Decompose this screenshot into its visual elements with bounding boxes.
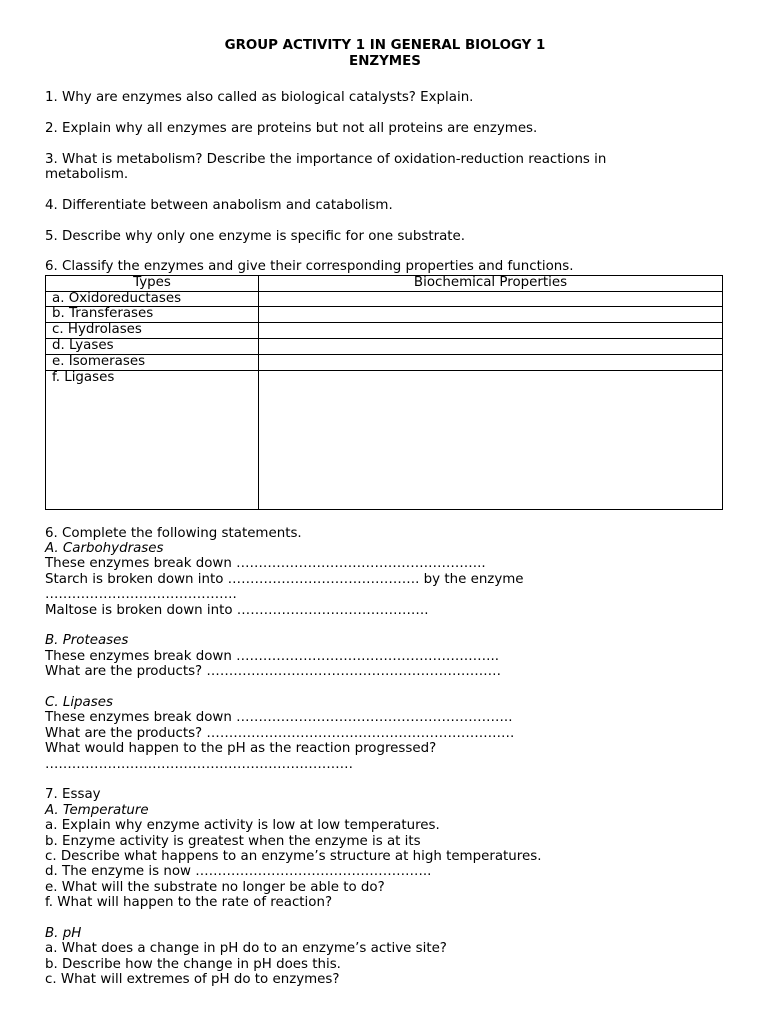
carbohydrases-line-2: Starch is broken down into ……………………………………. by the enzyme [45,571,524,587]
properties-cell[interactable] [259,370,723,509]
table-row [46,307,723,323]
carbohydrases-title: A. Carbohydrases [45,540,164,556]
enzyme-classification-table [45,275,723,510]
question-6: 6. Classify the enzymes and give their corresponding properties and functions. [45,259,574,275]
temperature-title: A. Temperature [45,802,149,818]
properties-cell[interactable] [259,307,723,323]
header-types: Types [46,275,259,291]
temperature-item-e: e. What will the substrate no longer be able to do? [45,879,385,895]
complete-heading: 6. Complete the following statements. [45,525,302,541]
carbohydrases-line-4: Maltose is broken down into ……………………………………. [45,602,429,618]
carbohydrases-line-3: ……………………………………. [45,587,237,603]
type-cell: e. Isomerases [46,354,259,370]
temperature-item-c: c. Describe what happens to an enzyme’s structure at high temperatures. [45,849,542,865]
lipases-line-2: What are the products? …………………………………………………………… [45,725,515,741]
carbohydrases-line-1: These enzymes break down ……………………………………………….. [45,556,486,572]
proteases-line-2: What are the products? ………………………………………………………… [45,664,502,680]
question-3-line-1: 3. What is metabolism? Describe the importance of oxidation-reduction reactions in [45,151,607,167]
question-5: 5. Describe why only one enzyme is specific for one substrate. [45,228,466,244]
question-4: 4. Differentiate between anabolism and catabolism. [45,197,393,213]
lipases-line-3: What would happen to the pH as the reaction progressed? [45,741,437,757]
table-row [46,323,723,339]
lipases-line-4: …………………………………………………………… [45,756,353,772]
temperature-item-d: d. The enzyme is now …………………………………………….. [45,864,432,880]
table-row [46,354,723,370]
temperature-item-a: a. Explain why enzyme activity is low at low temperatures. [45,818,440,834]
temperature-item-f: f. What will happen to the rate of reaction? [45,895,333,911]
type-cell: a. Oxidoreductases [46,291,259,307]
ph-item-c: c. What will extremes of pH do to enzymes? [45,972,340,988]
type-cell: c. Hydrolases [46,323,259,339]
title-line-2: ENZYMES [349,54,421,69]
properties-cell[interactable] [259,354,723,370]
table-header-row [46,275,723,291]
type-cell: d. Lyases [46,338,259,354]
type-cell: b. Transferases [46,307,259,323]
proteases-line-1: These enzymes break down ………………………………………………….. [45,648,500,664]
ph-title: B. pH [45,926,82,942]
proteases-title: B. Proteases [45,633,129,649]
properties-cell[interactable] [259,338,723,354]
properties-cell[interactable] [259,323,723,339]
lipases-line-1: These enzymes break down …………………………………………………….. [45,710,513,726]
ph-item-b: b. Describe how the change in pH does this. [45,956,341,972]
document-page [45,38,725,988]
question-1: 1. Why are enzymes also called as biological catalysts? Explain. [45,90,474,105]
table-row [46,370,723,509]
temperature-item-b: b. Enzyme activity is greatest when the enzyme is at its [45,833,421,849]
properties-cell[interactable] [259,291,723,307]
header-biochemical-properties: Biochemical Properties [259,275,723,291]
title-line-1: GROUP ACTIVITY 1 IN GENERAL BIOLOGY 1 [224,38,546,53]
type-cell: f. Ligases [46,370,259,509]
question-3-line-2: metabolism. [45,167,129,182]
lipases-title: C. Lipases [45,695,113,711]
table-row [46,338,723,354]
table-row [46,291,723,307]
ph-item-a: a. What does a change in pH do to an enzyme’s active site? [45,941,447,957]
document-title [45,38,725,70]
essay-heading: 7. Essay [45,787,101,803]
question-2: 2. Explain why all enzymes are proteins but not all proteins are enzymes. [45,120,538,136]
